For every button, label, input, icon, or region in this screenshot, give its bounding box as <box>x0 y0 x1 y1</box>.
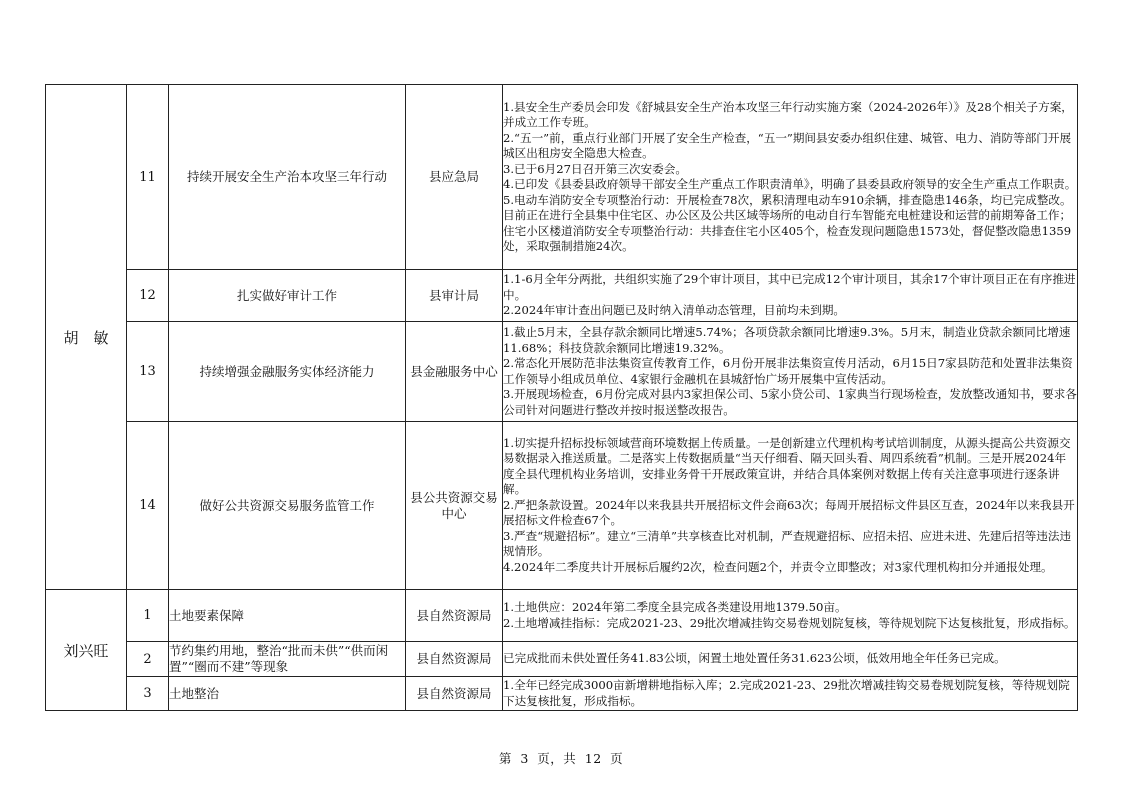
task-name: 土地要素保障 <box>169 590 406 642</box>
progress-line: 1.土地供应：2024年第二季度全县完成各类建设用地1379.50亩。 <box>503 600 847 614</box>
task-name: 土地整治 <box>169 677 406 711</box>
responsible-department: 县自然资源局 <box>406 677 503 711</box>
progress-content <box>503 85 1078 270</box>
item-number: 14 <box>127 422 169 590</box>
table-row <box>46 590 1078 642</box>
page-label-prefix: 第 <box>498 751 512 766</box>
task-name: 持续开展安全生产治本攻坚三年行动 <box>169 85 406 270</box>
responsible-department: 县审计局 <box>406 270 503 322</box>
responsible-department: 县自然资源局 <box>406 642 503 677</box>
progress-line: 1.全年已经完成3000亩新增耕地指标入库；2.完成2021-23、29批次增减挂钩交易卷规划院复核，等待规划院下达复核批复，形成指标。 <box>503 678 1070 708</box>
progress-line: 2.严把条款设置。2024年以来我县共开展招标文件会商63次；每周开展招标文件县区互查，2024年以来我县开展招标文件检查67个。 <box>503 497 1075 528</box>
page-label-middle: 页，共 <box>537 751 577 766</box>
item-number: 3 <box>127 677 169 711</box>
progress-line: 1.切实提升招标投标领域营商环境数据上传质量。一是创新建立代理机构考试培训制度，从源头提高公共资源交易数据录入推送质量。二是落实上传数据质量“当天仔细看、隔天回头看、周四系统看”机制。三是开展2024年度全县代理机构业务培训，安排业务骨干开展政策宣讲，并结合具体案例对数据上传有关注意事项进行逐条讲解。 <box>503 435 1071 497</box>
page-number: 3 <box>520 751 529 766</box>
table-row <box>46 85 1078 270</box>
item-number: 12 <box>127 270 169 322</box>
progress-line: 3.开展现场检查，6月份完成对县内3家担保公司、5家小贷公司、1家典当行现场检查，发放整改通知书，要求各公司针对问题进行整改并按时报送整改报告。 <box>503 387 1077 417</box>
page-label-suffix: 页 <box>610 751 624 766</box>
responsible-department: 县自然资源局 <box>406 590 503 642</box>
progress-line: 3.已于6月27日召开第三次安委会。 <box>503 161 687 176</box>
progress-content <box>503 642 1078 677</box>
progress-content <box>503 590 1078 642</box>
item-number: 13 <box>127 322 169 422</box>
progress-line: 2.常态化开展防范非法集资宣传教育工作，6月份开展非法集资宣传月活动，6月15日7家县防范和处置非法集资工作领导小组成员单位、4家银行金融机在县城舒怡广场开展集中宣传活动。 <box>503 356 1073 386</box>
task-name: 扎实做好审计工作 <box>169 270 406 322</box>
progress-line: 已完成批而未供处置任务41.83公顷，闲置土地处置任务31.623公顷，低效用地全年任务已完成。 <box>503 651 1006 666</box>
table-row <box>46 322 1078 422</box>
progress-line: 4.2024年二季度共计开展标后履约2次，检查问题2个，并责令立即整改；对3家代理机构扣分并通报处理。 <box>503 559 1053 574</box>
table-row <box>46 422 1078 590</box>
responsible-person: 刘兴旺 <box>46 590 127 711</box>
progress-line: 3.严查“规避招标”。建立“三清单”共享核查比对机制，严查规避招标、应招未招、应进未进、先建后招等违法违规情形。 <box>503 528 1072 559</box>
task-name: 做好公共资源交易服务监管工作 <box>169 422 406 590</box>
progress-line: 1.1-6月全年分两批，共组织实施了29个审计项目，其中已完成12个审计项目，其余17个审计项目正在有序推进中。 <box>503 272 1076 302</box>
task-name: 持续增强金融服务实体经济能力 <box>169 322 406 422</box>
item-number: 2 <box>127 642 169 677</box>
table-row <box>46 677 1078 711</box>
progress-content <box>503 322 1078 422</box>
progress-content <box>503 422 1078 590</box>
progress-content <box>503 677 1078 711</box>
table-row <box>46 642 1078 677</box>
progress-line: 4.已印发《县委县政府领导干部安全生产重点工作职责清单》，明确了县委县政府领导的安全生产重点工作职责。 <box>503 177 1077 191</box>
work-progress-table <box>45 84 1078 711</box>
progress-line: 5.电动车消防安全专项整治行动：开展检查78次，累积清理电动车910余辆，排查隐患146条，均已完成整改。目前正在进行全县集中住宅区、办公区及公共区域等场所的电动自行车智能充电桩建设和运营的前期筹备工作；住宅小区楼道消防安全专项整治行动：共排查住宅小区405个，检查发现问题隐患1573处，督促整改隐患1359处，采取强制措施24次。 <box>503 192 1072 253</box>
task-name: 节约集约用地，整治“批而未供”“供而闲置”“圈而不建”等现象 <box>169 642 406 677</box>
page-footer <box>0 749 1122 767</box>
responsible-person: 胡 敏 <box>46 85 127 590</box>
total-pages: 12 <box>584 751 602 766</box>
progress-line: 2.“五一”前，重点行业部门开展了安全生产检查，“五一”期间县安委办组织住建、城管、电力、消防等部门开展城区出租房安全隐患大检查。 <box>503 130 1072 160</box>
responsible-department: 县应急局 <box>406 85 503 270</box>
progress-line: 1.截止5月末，全县存款余额同比增速5.74%；各项贷款余额同比增速9.3%。5月末，制造业贷款余额同比增速11.68%；科技贷款余额同比增速19.32%。 <box>503 325 1071 355</box>
progress-line: 2.土地增减挂指标：完成2021-23、29批次增减挂钩交易卷规划院复核，等待规划院下达复核批复，形成指标。 <box>503 615 1076 630</box>
responsible-department: 县金融服务中心 <box>406 322 503 422</box>
item-number: 1 <box>127 590 169 642</box>
item-number: 11 <box>127 85 169 270</box>
progress-line: 2.2024年审计查出问题已及时纳入清单动态管理，目前均未到期。 <box>503 303 846 318</box>
progress-content <box>503 270 1078 322</box>
progress-line: 1.县安全生产委员会印发《舒城县安全生产治本攻坚三年行动实施方案（2024-2026年）》及28个相关子方案，并成立工作专班。 <box>503 99 1073 129</box>
table-row <box>46 270 1078 322</box>
responsible-department: 县公共资源交易中心 <box>406 422 503 590</box>
